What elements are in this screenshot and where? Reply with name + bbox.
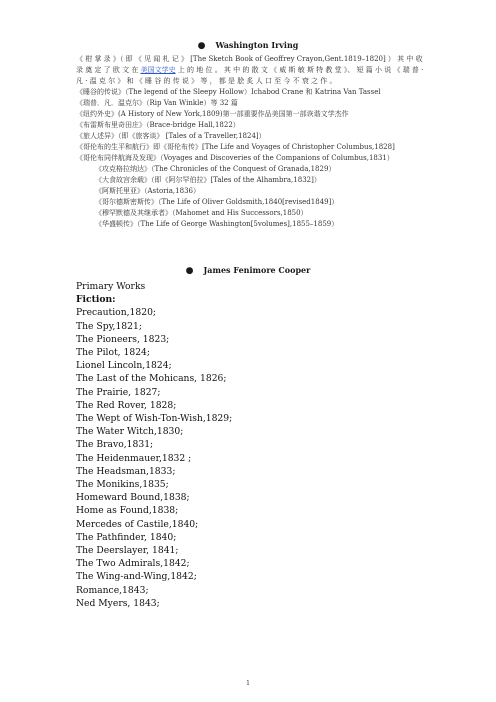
fiction-item: The Water Witch,1830;	[76, 426, 184, 438]
work-item: 《睡谷的传说》（The legend of the Sleepy Hollow）Ichabod Crane 和 Katrina Van Tassel	[76, 88, 381, 96]
work-item: 《哥伦布同伴航海及发现》（Voyages and Discoveries of the Companions of Columbus,1831）	[76, 154, 394, 162]
fiction-item: The Heidenmauer,1832 ;	[76, 452, 192, 464]
intro-text: 《 柑 掌 录 》（ 即 《 见 闻 札 记 》 [The Sketch Book of Geoffrey Crayon,Gent.1819–1820] ） 其 中 收 录 奠 定 了 欧 文 在	[76, 55, 423, 74]
fiction-list	[76, 306, 436, 610]
fiction-item: Lionel Lincoln,1824;	[76, 360, 172, 372]
fiction-item: Mercedes of Castile,1840;	[76, 518, 199, 530]
fiction-item: The Wing-and-Wing,1842;	[76, 571, 197, 583]
fiction-item: The Pioneers, 1823;	[76, 333, 170, 345]
fiction-item: The Last of the Mohicans, 1826;	[76, 373, 227, 385]
work-item: 《阿斯托里亚》（Astoria,1836）	[95, 187, 200, 195]
bullet-icon: ●	[197, 41, 206, 51]
irving-intro	[76, 54, 428, 87]
fiction-item: The Two Admirals,1842;	[76, 558, 190, 570]
irving-section	[76, 54, 428, 230]
american-literature-history-link[interactable]: 美国文学史	[140, 66, 176, 74]
fiction-item: The Monikins,1835;	[76, 479, 169, 491]
primary-works-label: Primary Works	[76, 281, 146, 292]
fiction-item: The Prairie, 1827;	[76, 386, 161, 398]
fiction-item: The Pathfinder, 1840;	[76, 531, 177, 543]
fiction-item: The Pilot, 1824;	[76, 347, 151, 359]
cooper-section	[76, 280, 436, 610]
fiction-item: The Spy,1821;	[76, 320, 142, 332]
fiction-item: Home as Found,1838;	[76, 505, 179, 517]
work-item: 《穆罕默德及其继承者》（Mahomet and His Successors,1850）	[95, 209, 308, 217]
fiction-item: The Headsman,1833;	[76, 465, 176, 477]
work-item: 《攻克格拉纳达》（The Chronicles of the Conquest of Granada,1829）	[95, 165, 336, 173]
work-item: 《大食故宫余载》（即《阿尔罕伯拉》[Tales of the Alhambra,1832]）	[95, 176, 321, 184]
irving-works-list	[76, 87, 428, 230]
work-item: 《旅人述异》（即《旅客谈》 [Tales of a Traveller,1824]）	[76, 132, 266, 140]
fiction-label: Fiction:	[76, 294, 116, 306]
work-item: 《瑞普．凡．温克尔》（Rip Van Winkle）等 32 篇	[76, 99, 238, 107]
fiction-item: The Wept of Wish-Ton-Wish,1829;	[76, 413, 233, 425]
irving-title: Washington Irving	[215, 40, 299, 50]
cooper-heading	[0, 265, 496, 276]
fiction-item: The Red Rover, 1828;	[76, 399, 177, 411]
fiction-item: Homeward Bound,1838;	[76, 492, 190, 504]
work-item: 《布雷斯布里奇田庄》（Brace-bridge Hall,1822）	[76, 121, 240, 129]
fiction-item: Precaution,1820;	[76, 307, 157, 319]
page-number: 1	[246, 680, 250, 687]
work-item: 《哥尔德斯密斯传》（The Life of Oliver Goldsmith,1840[revised1849]）	[95, 198, 339, 206]
bullet-icon: ●	[185, 266, 194, 276]
fiction-item: The Deerslayer, 1841;	[76, 545, 179, 557]
irving-heading	[0, 40, 496, 51]
intro-text-continued: 上 的 地 位 。 其 中 的 散 文 《 威 斯 敏 斯 特 教 堂 》、 短 篇 小 说 《 瑞 普 · 凡 · 温 克 尔 》 和 《 睡 谷 的 传 说 》 等 ， 都 是 脍 炙 人 口 至 今 不 衰 之 作 。	[76, 66, 424, 85]
cooper-title: James Fenimore Cooper	[203, 265, 311, 275]
fiction-item: Romance,1843;	[76, 584, 149, 596]
work-item: 《哥伦布的生平和航行》即《哥伦布传》[The Life and Voyages of Christopher Columbus,1828]	[76, 143, 395, 151]
fiction-item: Ned Myers, 1843;	[76, 597, 160, 609]
work-item: 《纽约外史》(A History of New York,1809)第一部重要作品美国第一部诙谐文学杰作	[76, 110, 349, 118]
fiction-item: The Bravo,1831;	[76, 439, 154, 451]
work-item: 《华盛顿传》（The Life of George Washington[5volumes],1855–1859）	[95, 220, 339, 228]
